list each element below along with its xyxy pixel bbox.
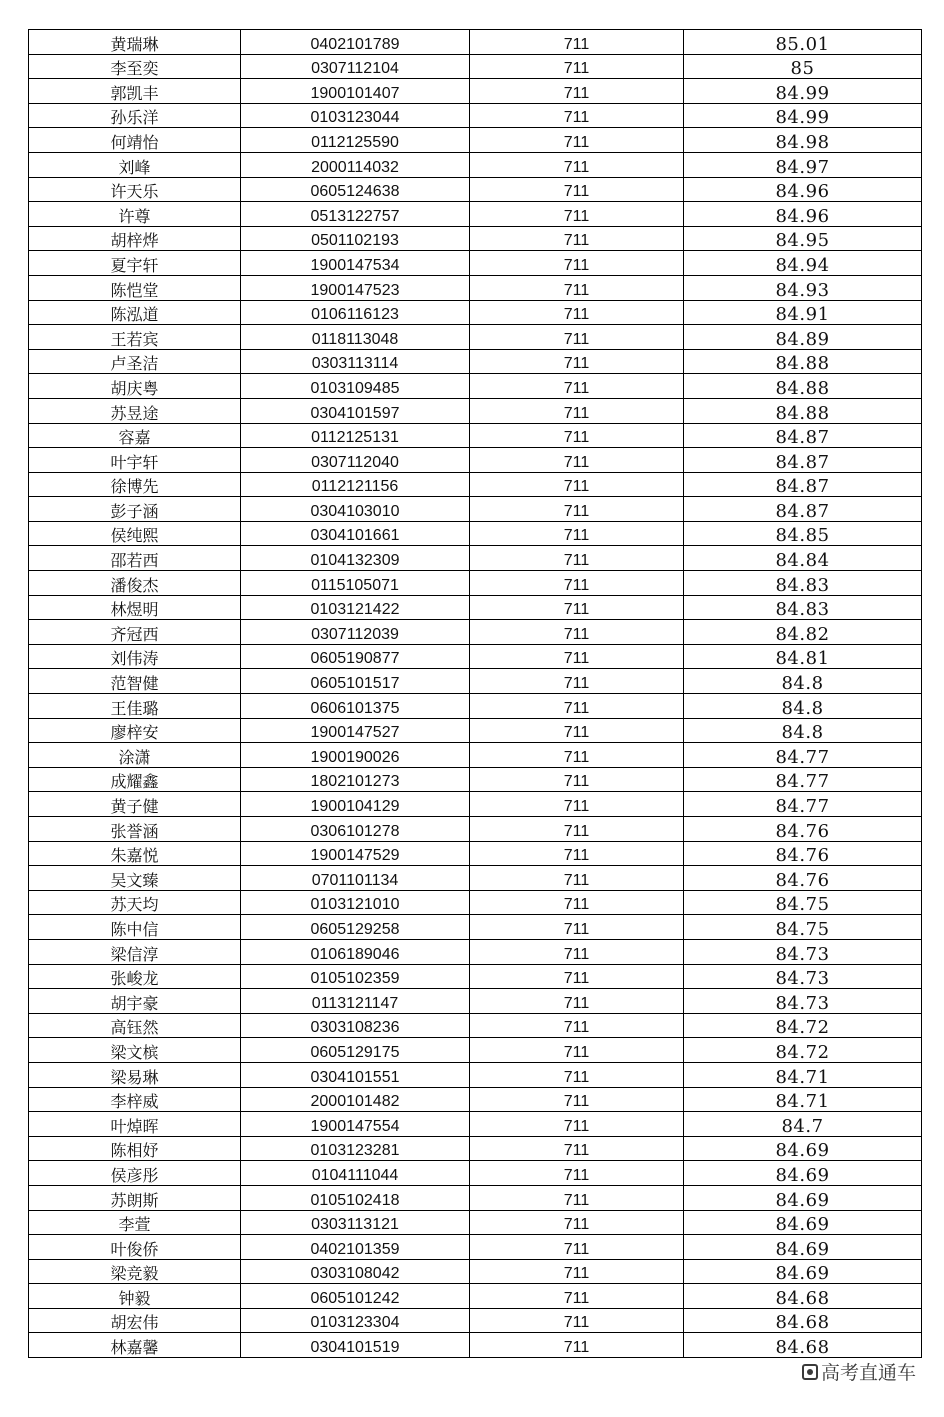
score-cell: 84.71	[684, 1062, 922, 1087]
score-cell: 84.83	[684, 595, 922, 620]
exam-id-cell: 0112125131	[241, 423, 470, 448]
subject-code-cell: 711	[470, 79, 684, 104]
table-row	[29, 644, 922, 669]
exam-id-cell: 0306101278	[241, 817, 470, 842]
student-name-cell: 叶焯晖	[29, 1112, 241, 1137]
table-row	[29, 1062, 922, 1087]
student-name-cell: 范智健	[29, 669, 241, 694]
subject-code-cell: 711	[470, 1161, 684, 1186]
subject-code-cell: 711	[470, 915, 684, 940]
student-name-cell: 许尊	[29, 202, 241, 227]
table-row	[29, 1308, 922, 1333]
score-cell: 84.77	[684, 767, 922, 792]
student-name-cell: 齐冠西	[29, 620, 241, 645]
student-name-cell: 陈泓道	[29, 300, 241, 325]
exam-id-cell: 0112125590	[241, 128, 470, 153]
subject-code-cell: 711	[470, 398, 684, 423]
table-row	[29, 152, 922, 177]
subject-code-cell: 711	[470, 595, 684, 620]
score-cell: 84.73	[684, 939, 922, 964]
score-cell: 84.87	[684, 472, 922, 497]
table-row	[29, 620, 922, 645]
score-cell: 84.68	[684, 1284, 922, 1309]
subject-code-cell: 711	[470, 718, 684, 743]
exam-id-cell: 0605129258	[241, 915, 470, 940]
score-cell: 85	[684, 54, 922, 79]
subject-code-cell: 711	[470, 866, 684, 891]
table-row	[29, 1087, 922, 1112]
score-cell: 84.69	[684, 1259, 922, 1284]
score-cell: 84.96	[684, 202, 922, 227]
exam-id-cell: 1802101273	[241, 767, 470, 792]
subject-code-cell: 711	[470, 1087, 684, 1112]
score-cell: 84.87	[684, 423, 922, 448]
score-cell: 84.77	[684, 743, 922, 768]
subject-code-cell: 711	[470, 817, 684, 842]
table-row	[29, 521, 922, 546]
student-name-cell: 张誉涵	[29, 817, 241, 842]
student-name-cell: 徐博先	[29, 472, 241, 497]
score-cell: 84.81	[684, 644, 922, 669]
exam-id-cell: 0501102193	[241, 226, 470, 251]
exam-id-cell: 1900147523	[241, 275, 470, 300]
exam-id-cell: 0113121147	[241, 989, 470, 1014]
subject-code-cell: 711	[470, 841, 684, 866]
table-row	[29, 546, 922, 571]
score-cell: 84.88	[684, 374, 922, 399]
student-name-cell: 胡梓烨	[29, 226, 241, 251]
student-name-cell: 何靖怡	[29, 128, 241, 153]
exam-id-cell: 2000101482	[241, 1087, 470, 1112]
student-name-cell: 卢圣洁	[29, 349, 241, 374]
student-name-cell: 王佳璐	[29, 694, 241, 719]
subject-code-cell: 711	[470, 251, 684, 276]
exam-id-cell: 0605190877	[241, 644, 470, 669]
exam-id-cell: 0103123044	[241, 103, 470, 128]
score-cell: 84.72	[684, 1038, 922, 1063]
student-name-cell: 黄子健	[29, 792, 241, 817]
student-name-cell: 李萱	[29, 1210, 241, 1235]
table-row	[29, 1284, 922, 1309]
subject-code-cell: 711	[470, 792, 684, 817]
score-cell: 84.95	[684, 226, 922, 251]
score-cell: 84.83	[684, 571, 922, 596]
table-row	[29, 718, 922, 743]
subject-code-cell: 711	[470, 152, 684, 177]
exam-id-cell: 0701101134	[241, 866, 470, 891]
student-name-cell: 胡宇豪	[29, 989, 241, 1014]
exam-id-cell: 0112121156	[241, 472, 470, 497]
table-row	[29, 694, 922, 719]
table-row	[29, 817, 922, 842]
score-cell: 84.69	[684, 1235, 922, 1260]
student-name-cell: 苏昱途	[29, 398, 241, 423]
table-row	[29, 54, 922, 79]
subject-code-cell: 711	[470, 497, 684, 522]
table-row	[29, 472, 922, 497]
exam-id-cell: 0304103010	[241, 497, 470, 522]
table-row	[29, 792, 922, 817]
table-row	[29, 939, 922, 964]
student-name-cell: 容嘉	[29, 423, 241, 448]
table-row	[29, 103, 922, 128]
score-cell: 84.88	[684, 398, 922, 423]
exam-id-cell: 0304101519	[241, 1333, 470, 1358]
exam-id-cell: 0606101375	[241, 694, 470, 719]
watermark-text: 高考直通车	[820, 1362, 916, 1384]
exam-id-cell: 0103123304	[241, 1308, 470, 1333]
subject-code-cell: 711	[470, 1210, 684, 1235]
exam-id-cell: 0103123281	[241, 1136, 470, 1161]
table-row	[29, 1210, 922, 1235]
exam-id-cell: 1900147527	[241, 718, 470, 743]
table-row	[29, 841, 922, 866]
score-cell: 85.01	[684, 30, 922, 55]
subject-code-cell: 711	[470, 448, 684, 473]
exam-id-cell: 1900101407	[241, 79, 470, 104]
table-row	[29, 866, 922, 891]
subject-code-cell: 711	[470, 202, 684, 227]
student-name-cell: 孙乐洋	[29, 103, 241, 128]
exam-id-cell: 0303108236	[241, 1013, 470, 1038]
subject-code-cell: 711	[470, 423, 684, 448]
exam-id-cell: 0303113121	[241, 1210, 470, 1235]
exam-id-cell: 1900190026	[241, 743, 470, 768]
student-name-cell: 叶俊侨	[29, 1235, 241, 1260]
table-row	[29, 251, 922, 276]
student-name-cell: 刘伟涛	[29, 644, 241, 669]
score-cell: 84.89	[684, 325, 922, 350]
score-cell: 84.97	[684, 152, 922, 177]
student-name-cell: 成耀鑫	[29, 767, 241, 792]
exam-id-cell: 0304101597	[241, 398, 470, 423]
exam-id-cell: 0115105071	[241, 571, 470, 596]
score-cell: 84.69	[684, 1185, 922, 1210]
exam-id-cell: 0304101661	[241, 521, 470, 546]
score-cell: 84.75	[684, 890, 922, 915]
student-name-cell: 陈中信	[29, 915, 241, 940]
table-row	[29, 669, 922, 694]
score-table-body	[29, 30, 922, 1358]
table-row	[29, 1235, 922, 1260]
score-cell: 84.84	[684, 546, 922, 571]
subject-code-cell: 711	[470, 1235, 684, 1260]
exam-id-cell: 0303108042	[241, 1259, 470, 1284]
student-name-cell: 彭子涵	[29, 497, 241, 522]
exam-id-cell: 0118113048	[241, 325, 470, 350]
student-name-cell: 胡宏伟	[29, 1308, 241, 1333]
subject-code-cell: 711	[470, 1013, 684, 1038]
score-table	[28, 29, 922, 1358]
subject-code-cell: 711	[470, 644, 684, 669]
score-cell: 84.91	[684, 300, 922, 325]
subject-code-cell: 711	[470, 1259, 684, 1284]
score-cell: 84.96	[684, 177, 922, 202]
exam-id-cell: 0605129175	[241, 1038, 470, 1063]
exam-id-cell: 0103121422	[241, 595, 470, 620]
score-cell: 84.76	[684, 841, 922, 866]
student-name-cell: 廖梓安	[29, 718, 241, 743]
table-row	[29, 964, 922, 989]
score-cell: 84.76	[684, 866, 922, 891]
student-name-cell: 苏朗斯	[29, 1185, 241, 1210]
table-row	[29, 1013, 922, 1038]
subject-code-cell: 711	[470, 128, 684, 153]
student-name-cell: 许天乐	[29, 177, 241, 202]
score-cell: 84.68	[684, 1333, 922, 1358]
exam-id-cell: 0104132309	[241, 546, 470, 571]
subject-code-cell: 711	[470, 1308, 684, 1333]
table-row	[29, 325, 922, 350]
table-row	[29, 1038, 922, 1063]
table-row	[29, 890, 922, 915]
exam-id-cell: 0104111044	[241, 1161, 470, 1186]
table-row	[29, 595, 922, 620]
subject-code-cell: 711	[470, 226, 684, 251]
exam-id-cell: 0402101359	[241, 1235, 470, 1260]
subject-code-cell: 711	[470, 1136, 684, 1161]
subject-code-cell: 711	[470, 325, 684, 350]
student-name-cell: 林嘉馨	[29, 1333, 241, 1358]
student-name-cell: 苏天均	[29, 890, 241, 915]
student-name-cell: 邵若西	[29, 546, 241, 571]
subject-code-cell: 711	[470, 1185, 684, 1210]
table-row	[29, 1185, 922, 1210]
table-row	[29, 226, 922, 251]
subject-code-cell: 711	[470, 890, 684, 915]
table-row	[29, 571, 922, 596]
exam-id-cell: 0307112039	[241, 620, 470, 645]
exam-id-cell: 0605101517	[241, 669, 470, 694]
student-name-cell: 钟毅	[29, 1284, 241, 1309]
score-cell: 84.99	[684, 103, 922, 128]
table-row	[29, 1112, 922, 1137]
exam-id-cell: 0307112040	[241, 448, 470, 473]
score-cell: 84.69	[684, 1210, 922, 1235]
table-row	[29, 79, 922, 104]
score-cell: 84.69	[684, 1161, 922, 1186]
score-cell: 84.69	[684, 1136, 922, 1161]
subject-code-cell: 711	[470, 521, 684, 546]
subject-code-cell: 711	[470, 275, 684, 300]
exam-id-cell: 0103109485	[241, 374, 470, 399]
subject-code-cell: 711	[470, 571, 684, 596]
score-cell: 84.82	[684, 620, 922, 645]
score-cell: 84.87	[684, 497, 922, 522]
student-name-cell: 李至奕	[29, 54, 241, 79]
student-name-cell: 李梓威	[29, 1087, 241, 1112]
student-name-cell: 高钰然	[29, 1013, 241, 1038]
subject-code-cell: 711	[470, 177, 684, 202]
table-row	[29, 1161, 922, 1186]
student-name-cell: 梁文槟	[29, 1038, 241, 1063]
exam-id-cell: 0307112104	[241, 54, 470, 79]
student-name-cell: 梁竞毅	[29, 1259, 241, 1284]
score-cell: 84.73	[684, 989, 922, 1014]
score-cell: 84.87	[684, 448, 922, 473]
student-name-cell: 叶宇轩	[29, 448, 241, 473]
table-row	[29, 128, 922, 153]
subject-code-cell: 711	[470, 767, 684, 792]
subject-code-cell: 711	[470, 620, 684, 645]
student-name-cell: 夏宇轩	[29, 251, 241, 276]
student-name-cell: 黄瑞琳	[29, 30, 241, 55]
score-cell: 84.73	[684, 964, 922, 989]
table-row	[29, 374, 922, 399]
subject-code-cell: 711	[470, 300, 684, 325]
subject-code-cell: 711	[470, 989, 684, 1014]
student-name-cell: 陈相妤	[29, 1136, 241, 1161]
student-name-cell: 侯纯熙	[29, 521, 241, 546]
exam-id-cell: 1900147554	[241, 1112, 470, 1137]
score-cell: 84.75	[684, 915, 922, 940]
score-cell: 84.93	[684, 275, 922, 300]
score-cell: 84.72	[684, 1013, 922, 1038]
table-row	[29, 1136, 922, 1161]
student-name-cell: 王若宾	[29, 325, 241, 350]
subject-code-cell: 711	[470, 1284, 684, 1309]
watermark	[800, 1358, 918, 1385]
exam-id-cell: 1900147529	[241, 841, 470, 866]
subject-code-cell: 711	[470, 103, 684, 128]
score-cell: 84.98	[684, 128, 922, 153]
subject-code-cell: 711	[470, 669, 684, 694]
student-name-cell: 侯彦彤	[29, 1161, 241, 1186]
subject-code-cell: 711	[470, 964, 684, 989]
student-name-cell: 张峻龙	[29, 964, 241, 989]
score-cell: 84.88	[684, 349, 922, 374]
exam-id-cell: 0402101789	[241, 30, 470, 55]
table-row	[29, 30, 922, 55]
exam-id-cell: 0106189046	[241, 939, 470, 964]
exam-id-cell: 0605124638	[241, 177, 470, 202]
subject-code-cell: 711	[470, 1112, 684, 1137]
score-cell: 84.71	[684, 1087, 922, 1112]
student-name-cell: 林煜明	[29, 595, 241, 620]
exam-id-cell: 1900147534	[241, 251, 470, 276]
subject-code-cell: 711	[470, 1038, 684, 1063]
table-row	[29, 398, 922, 423]
table-row	[29, 177, 922, 202]
table-row	[29, 202, 922, 227]
score-cell: 84.85	[684, 521, 922, 546]
table-row	[29, 1259, 922, 1284]
table-row	[29, 275, 922, 300]
score-cell: 84.8	[684, 718, 922, 743]
exam-id-cell: 0105102359	[241, 964, 470, 989]
subject-code-cell: 711	[470, 472, 684, 497]
table-row	[29, 1333, 922, 1358]
student-name-cell: 郭凯丰	[29, 79, 241, 104]
student-name-cell: 朱嘉悦	[29, 841, 241, 866]
table-row	[29, 349, 922, 374]
table-row	[29, 989, 922, 1014]
score-cell: 84.76	[684, 817, 922, 842]
camera-icon	[802, 1364, 818, 1380]
score-cell: 84.68	[684, 1308, 922, 1333]
student-name-cell: 涂潇	[29, 743, 241, 768]
table-row	[29, 423, 922, 448]
subject-code-cell: 711	[470, 1062, 684, 1087]
exam-id-cell: 2000114032	[241, 152, 470, 177]
exam-id-cell: 1900104129	[241, 792, 470, 817]
student-name-cell: 陈恺堂	[29, 275, 241, 300]
table-row	[29, 767, 922, 792]
score-cell: 84.77	[684, 792, 922, 817]
subject-code-cell: 711	[470, 939, 684, 964]
subject-code-cell: 711	[470, 743, 684, 768]
subject-code-cell: 711	[470, 1333, 684, 1358]
exam-id-cell: 0103121010	[241, 890, 470, 915]
exam-id-cell: 0304101551	[241, 1062, 470, 1087]
student-name-cell: 梁信淳	[29, 939, 241, 964]
student-name-cell: 潘俊杰	[29, 571, 241, 596]
table-row	[29, 915, 922, 940]
exam-id-cell: 0605101242	[241, 1284, 470, 1309]
subject-code-cell: 711	[470, 30, 684, 55]
exam-id-cell: 0105102418	[241, 1185, 470, 1210]
table-row	[29, 497, 922, 522]
student-name-cell: 吴文臻	[29, 866, 241, 891]
exam-id-cell: 0106116123	[241, 300, 470, 325]
score-cell: 84.99	[684, 79, 922, 104]
subject-code-cell: 711	[470, 54, 684, 79]
score-cell: 84.8	[684, 694, 922, 719]
exam-id-cell: 0513122757	[241, 202, 470, 227]
score-cell: 84.7	[684, 1112, 922, 1137]
subject-code-cell: 711	[470, 546, 684, 571]
table-row	[29, 743, 922, 768]
student-name-cell: 胡庆粤	[29, 374, 241, 399]
subject-code-cell: 711	[470, 694, 684, 719]
subject-code-cell: 711	[470, 349, 684, 374]
exam-id-cell: 0303113114	[241, 349, 470, 374]
table-row	[29, 448, 922, 473]
table-row	[29, 300, 922, 325]
student-name-cell: 梁易琳	[29, 1062, 241, 1087]
score-cell: 84.94	[684, 251, 922, 276]
student-name-cell: 刘峰	[29, 152, 241, 177]
score-cell: 84.8	[684, 669, 922, 694]
subject-code-cell: 711	[470, 374, 684, 399]
